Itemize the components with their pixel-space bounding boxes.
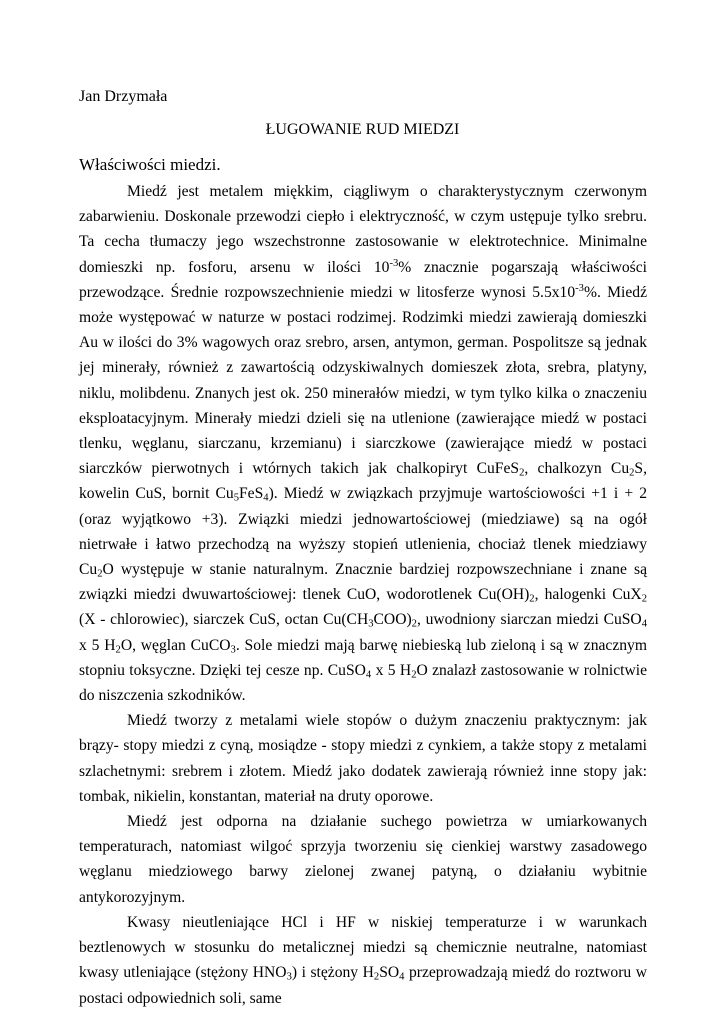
document-title: ŁUGOWANIE RUD MIEDZI: [265, 121, 460, 138]
author-name: Jan Drzymała: [79, 88, 168, 105]
body-text: [79, 179, 647, 1011]
paragraph: Miedź tworzy z metalami wiele stopów o dużym znaczeniu praktycznym: jak brązy- stopy miedzi z cyną, mosiądze - stopy miedzi z cynkiem, a także stopy z metalami szlachetnymi: srebrem i złotem. Miedź jako dodatek zawierają również inne stopy jak: tombak, nikielin, konstantan, materiał na druty oporowe.: [79, 712, 647, 805]
paragraph: Kwasy nieutleniające HCl i HF w niskiej temperaturze i w warunkach beztlenowych w stosunku do metalicznej miedzi są chemicznie neutralne, natomiast kwasy utleniające (stężony $HNO_3$) i stężony $H_2SO_4$ przeprowadzają miedź do roztworu w postaci odpowiednich soli, same: [79, 913, 648, 1007]
paragraph: Miedź jest metalem miękkim, ciągliwym o charakterystycznym czerwonym zabarwieniu. Doskonale przewodzi ciepło i elektryczność, w czym ustępuje tylko srebru. Ta cecha tłumaczy jego wszechstronne zastosowanie w elektrotechnice. Minimalne domieszki np. fosforu, arsenu w ilości $10^{-3}\%$ znacznie pogarszają właściwości przewodzące. Średnie rozpowszechnienie miedzi w litosferze wynosi $5.5x10^{-3}\%$. Miedź może występować w naturze w postaci rodzimej. Rodzimki miedzi zawierają domieszki Au w ilości do 3% wagowych oraz srebro, arsen, antymon, german. Pospolitsze są jednak jej minerały, również z zawartością odzyskiwalnych domieszek złota, srebra, platyny, niklu, molibdenu. Znanych jest ok. 250 minerałów miedzi, w tym tylko kilka o znaczeniu eksploatacyjnym. Minerały miedzi dzieli się na utlenione (zawierające miedź w postaci tlenku, węglanu, siarczanu, krzemianu) i siarczkowe (zawierające miedź w postaci siarczków pierwotnych i wtórnych takich jak chalkopiryt CuFeS$_2$, chalkozyn $Cu_2S$, kowelin CuS, bornit $Cu_5FeS_4$). Miedź w związkach przyjmuje wartościowości +1 i + 2 (oraz wyjątkowo +3). Związki miedzi jednowartościowej (miedziawe) są na ogół nietrwałe i łatwo przechodzą na wyższy stopień utlenienia, chociaż tlenek miedziawy $Cu_2O$ występuje w stanie naturalnym. Znacznie bardziej rozpowszechniane i znane są związki miedzi dwuwartościowej: tlenek CuO, wodorotlenek $Cu(OH)_2$, halogenki CuX$_2$ (X - chlorowiec), siarczek CuS, octan $Cu(CH_3COO)_2$, uwodniony siarczan miedzi CuSO$_4$ x 5 $H_2O$, węglan CuCO$_3$. Sole miedzi mają barwę niebieską lub zieloną i są w znacznym stopniu toksyczne. Dzięki tej cesze np. CuSO$_4$ x 5 $H_2O$ znalazł zastosowanie w rolnictwie do niszczenia szkodników.: [79, 183, 647, 705]
paragraph: Miedź jest odporna na działanie suchego powietrza w umiarkowanych temperaturach, natomiast wilgoć sprzyja tworzeniu się cienkiej warstwy zasadowego węglanu miedziowego barwy zielonej zwanej patyną, o działaniu wybitnie antykorozyjnym.: [79, 813, 647, 906]
section-heading: Właściwości miedzi.: [79, 155, 221, 174]
